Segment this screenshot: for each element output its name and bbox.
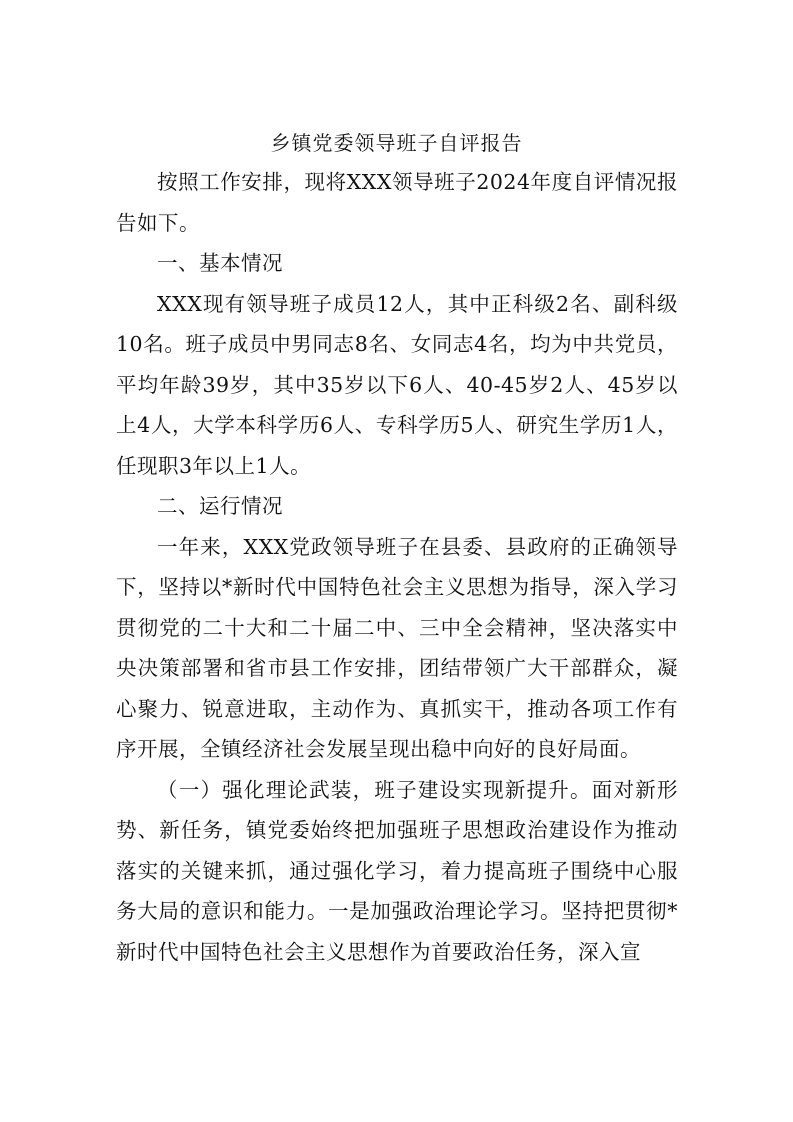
basic-situation-paragraph: XXX现有领导班子成员12人，其中正科级2名、副科级10名。班子成员中男同志8名、女同志4名，均为中共党员，平均年龄39岁，其中35岁以下6人、40-45岁2人、45岁以上4人，大学本科学历6人、专科学历5人、研究生学历1人，任现职3年以上1人。 xyxy=(116,291,678,478)
subsection-theory-paragraph: （一）强化理论武装，班子建设实现新提升。面对新形势、新任务，镇党委始终把加强班子思想政治建设作为推动落实的关键来抓，通过强化学习，着力提高班子围绕中心服务大局的意识和能力。一是加强政治理论学习。坚持把贯彻*新时代中国特色社会主义思想作为首要政治任务，深入宣 xyxy=(116,777,678,964)
document-body xyxy=(116,162,678,972)
section-heading-basic-situation: 一、基本情况 xyxy=(157,251,283,275)
document-title: 乡镇党委领导班子自评报告 xyxy=(270,131,523,155)
intro-paragraph: 按照工作安排，现将XXX领导班子2024年度自评情况报告如下。 xyxy=(116,170,678,235)
operation-situation-paragraph: 一年来，XXX党政领导班子在县委、县政府的正确领导下，坚持以*新时代中国特色社会主义思想为指导，深入学习贯彻党的二十大和二十届二中、三中全会精神，坚决落实中央决策部署和省市县工作安排，团结带领广大干部群众，凝心聚力、锐意进取，主动作为、真抓实干，推动各项工作有序开展，全镇经济社会发展呈现出稳中向好的良好局面。 xyxy=(116,534,678,761)
section-heading-operation-situation: 二、运行情况 xyxy=(157,494,283,518)
